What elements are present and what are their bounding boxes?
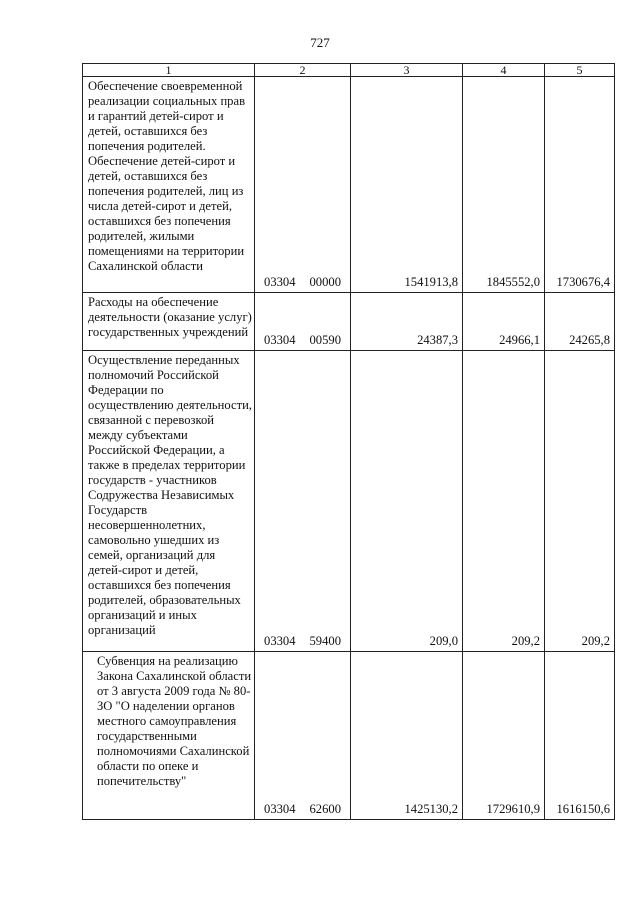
row-code	[255, 351, 351, 652]
code-part-a: 03304	[264, 275, 296, 289]
table-row	[83, 351, 615, 652]
row-name: Обеспечение своевременной реализации социальных прав и гарантий детей-сирот и детей, оставшихся без попечения родителей. Обеспечение детей-сирот и детей, оставшихся без попечения родителей, лиц из числа детей-сирот и детей, оставшихся без попечения родителей, жилыми помещениями на территории Сахалинской области	[83, 77, 255, 293]
table-row	[83, 293, 615, 351]
value-col-4: 1845552,0	[463, 77, 545, 293]
code-part-a: 03304	[264, 802, 296, 816]
value-col-4: 1729610,9	[463, 652, 545, 820]
code-part-b: 00590	[309, 333, 341, 347]
row-code	[255, 652, 351, 820]
row-name: Осуществление переданных полномочий Российской Федерации по осуществлению деятельности, связанной с перевозкой между субъектами Российской Федерации, а также в пределах территории государств - участников Содружества Независимых Государств несовершеннолетних, самовольно ушедших из семей, организаций для детей-сирот и детей, оставшихся без попечения родителей, образовательных организаций и иных организаций	[83, 351, 255, 652]
row-code	[255, 293, 351, 351]
col-header-3: 3	[351, 64, 463, 77]
row-code	[255, 77, 351, 293]
code-part-b: 00000	[309, 275, 341, 289]
code-part-b: 59400	[309, 634, 341, 648]
col-header-2: 2	[255, 64, 351, 77]
code-part-a: 03304	[264, 333, 296, 347]
value-col-5: 1730676,4	[545, 77, 615, 293]
page-number: 727	[310, 35, 330, 50]
table-row	[83, 652, 615, 820]
value-col-5: 24265,8	[545, 293, 615, 351]
code-part-b: 62600	[309, 802, 341, 816]
value-col-3: 1425130,2	[351, 652, 463, 820]
value-col-3: 209,0	[351, 351, 463, 652]
row-name: Субвенция на реализацию Закона Сахалинской области от 3 августа 2009 года № 80-ЗО "О наделении органов местного самоуправления государственными полномочиями Сахалинской области по опеке и попечительству"	[83, 652, 255, 820]
value-col-4: 24966,1	[463, 293, 545, 351]
header-row	[83, 64, 615, 77]
col-header-1: 1	[83, 64, 255, 77]
table-row	[83, 77, 615, 293]
col-header-4: 4	[463, 64, 545, 77]
col-header-5: 5	[545, 64, 615, 77]
value-col-5: 209,2	[545, 351, 615, 652]
budget-table	[82, 63, 615, 820]
value-col-4: 209,2	[463, 351, 545, 652]
value-col-3: 1541913,8	[351, 77, 463, 293]
value-col-5: 1616150,6	[545, 652, 615, 820]
code-part-a: 03304	[264, 634, 296, 648]
row-name: Расходы на обеспечение деятельности (оказание услуг) государственных учреждений	[83, 293, 255, 351]
value-col-3: 24387,3	[351, 293, 463, 351]
